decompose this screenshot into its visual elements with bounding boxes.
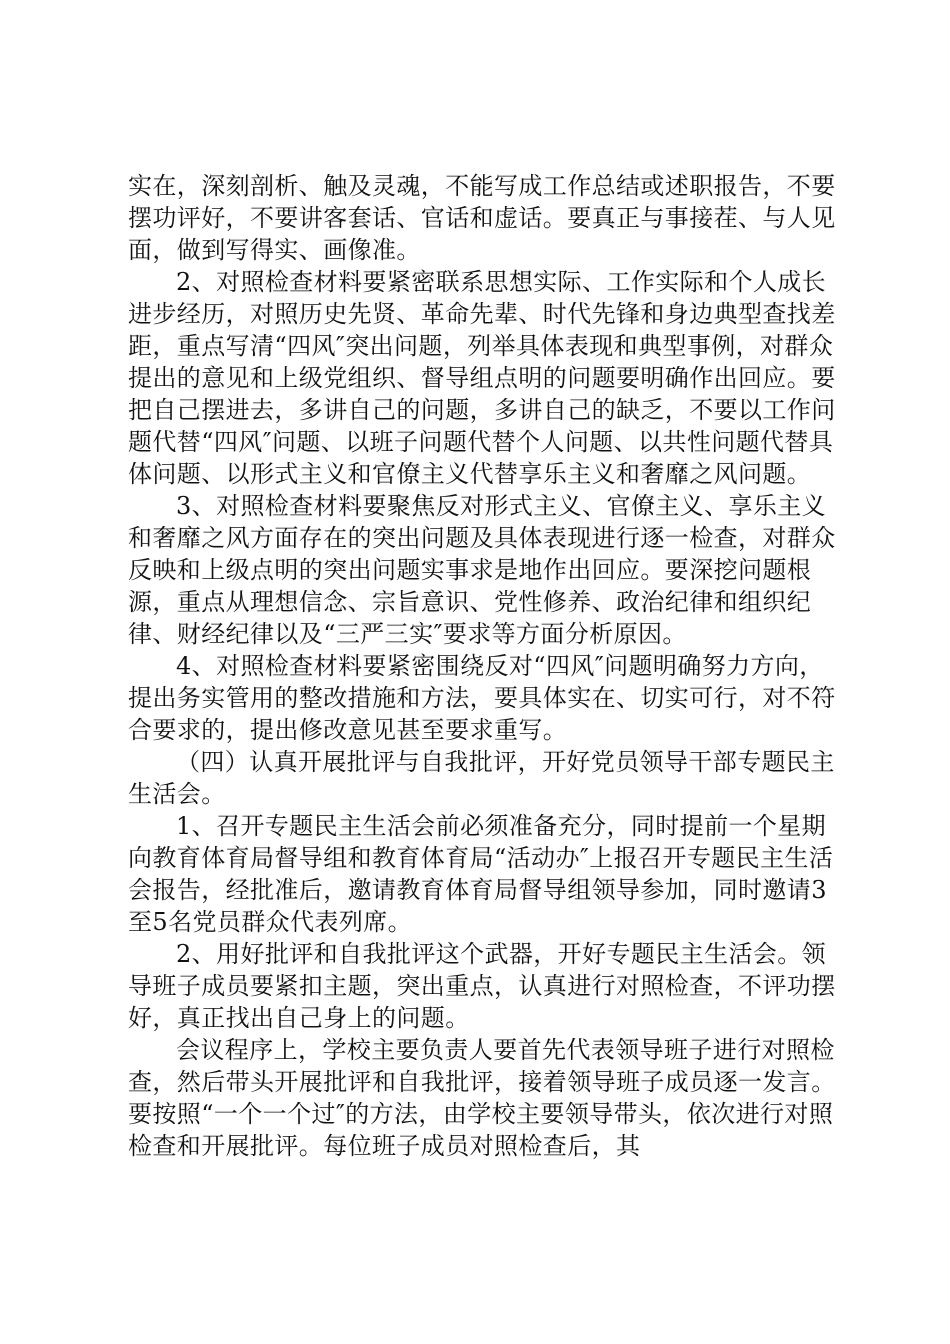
paragraph-item-3: 3、对照检查材料要聚焦反对形式主义、官僚主义、享乐主义和奢靡之风方面存在的突出问题及具体表现进行逐一检查，对群众反映和上级点明的突出问题实事求是地作出回应。要深挖问题根源，重点从理想信念、宗旨意识、党性修养、政治纪律和组织纪律、财经纪律以及“三严三实″要求等方面分析原因。 <box>128 492 836 648</box>
document-body <box>128 170 838 1162</box>
paragraph-item-4: 4、对照检查材料要紧密围绕反对“四风″问题明确努力方向，提出务实管用的整改措施和方法，要具体实在、切实可行，对不符合要求的，提出修改意见甚至要求重写。 <box>128 652 836 744</box>
section-heading-4: （四）认真开展批评与自我批评，开好党员领导干部专题民主生活会。 <box>128 748 835 808</box>
paragraph-item-2b: 2、用好批评和自我批评这个武器，开好专题民主生活会。领导班子成员要紧扣主题，突出重点，认真进行对照检查，不评功摆好，真正找出自己身上的问题。 <box>128 940 836 1032</box>
paragraph-continuation: 实在，深刻剖析、触及灵魂，不能写成工作总结或述职报告，不要摆功评好，不要讲客套话、官话和虚话。要真正与事接茬、与人见面，做到写得实、画像准。 <box>128 172 836 264</box>
paragraph-item-1: 1、召开专题民主生活会前必须准备充分，同时提前一个星期向教育体育局督导组和教育体育局“活动办″上报召开专题民主生活会报告，经批准后，邀请教育体育局督导组领导参加，同时邀请3至5名党员群众代表列席。 <box>128 812 834 936</box>
paragraph-item-2: 2、对照检查材料要紧密联系思想实际、工作实际和个人成长进步经历，对照历史先贤、革命先辈、时代先锋和身边典型查找差距，重点写清“四风″突出问题，列举具体表现和典型事例，对群众提出的意见和上级党组织、督导组点明的问题要明确作出回应。要把自己摆进去，多讲自己的问题，多讲自己的缺乏，不要以工作问题代替“四风″问题、以班子问题代替个人问题、以共性问题代替具体问题、以形式主义和官僚主义代替享乐主义和奢靡之风问题。 <box>128 268 836 488</box>
paragraph-meeting-procedure: 会议程序上，学校主要负责人要首先代表领导班子进行对照检查，然后带头开展批评和自我批评，接着领导班子成员逐一发言。要按照“一个一个过″的方法，由学校主要领导带头，依次进行对照检查和开展批评。每位班子成员对照检查后，其 <box>128 1036 836 1160</box>
